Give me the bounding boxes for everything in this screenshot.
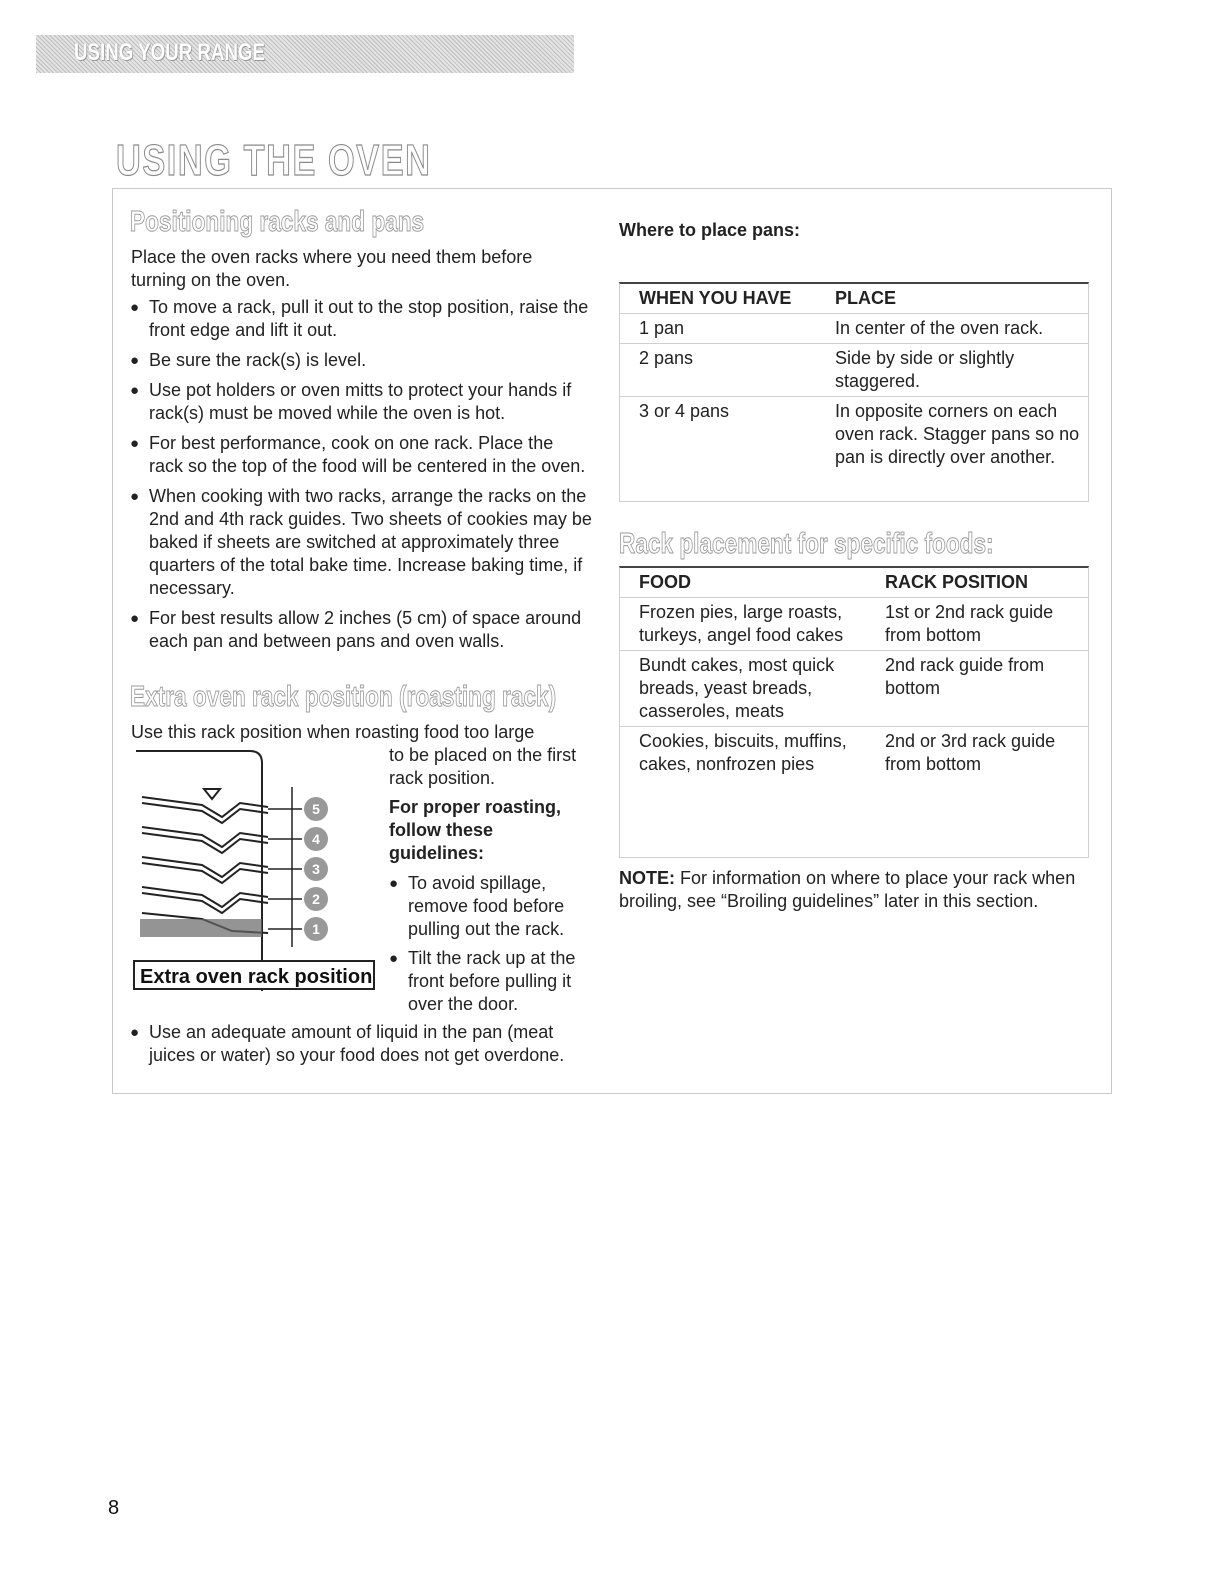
rack-number: 2 bbox=[312, 891, 320, 907]
extra-rack-intro: Use this rack position when roasting food too large bbox=[131, 722, 535, 742]
table-cell: 3 or 4 pans bbox=[639, 401, 730, 421]
rack-number-badges bbox=[304, 797, 328, 941]
table-cell: Bundt cakes, most quick breads, yeast breads, casseroles, meats bbox=[639, 655, 835, 721]
column-header: WHEN YOU HAVE bbox=[639, 288, 792, 308]
column-header: FOOD bbox=[639, 572, 691, 592]
list-item: ● To avoid spillage, remove food before pulling out the rack. bbox=[389, 872, 594, 941]
broiling-note bbox=[619, 867, 1089, 913]
table-cell: 2nd or 3rd rack guide from bottom bbox=[885, 731, 1056, 774]
list-item: ● Use pot holders or oven mitts to protect your hands if rack(s) must be moved while the oven is hot. bbox=[130, 379, 592, 425]
table-row bbox=[619, 651, 1089, 727]
table-cell: Cookies, biscuits, muffins, cakes, nonfrozen pies bbox=[639, 731, 847, 774]
table-cell: 2nd rack guide from bottom bbox=[885, 655, 1045, 698]
table-row bbox=[619, 397, 1089, 473]
pans-label: Where to place pans: bbox=[619, 220, 801, 240]
note-label: NOTE: bbox=[619, 868, 675, 888]
rack-number: 1 bbox=[312, 921, 320, 937]
list-item: ● For best results allow 2 inches (5 cm) of space around each pan and between pans and oven walls. bbox=[130, 607, 592, 653]
rack-number: 5 bbox=[312, 801, 320, 817]
extra-rack-heading: Extra oven rack position (roasting rack) bbox=[130, 681, 557, 713]
list-item: ● For best performance, cook on one rack. Place the rack so the top of the food will be centered in the oven. bbox=[130, 432, 592, 478]
rack-number: 3 bbox=[312, 861, 320, 877]
list-item: ● Tilt the rack up at the front before pulling it over the door. bbox=[389, 947, 594, 1016]
section-banner bbox=[36, 35, 574, 73]
list-item: ● Be sure the rack(s) is level. bbox=[130, 349, 592, 372]
extra-rack-intro-cont: to be placed on the first rack position. bbox=[389, 745, 577, 788]
note-text: For information on where to place your rack when broiling, see “Broiling guidelines” later in this section. bbox=[619, 868, 1076, 911]
list-item: ● Use an adequate amount of liquid in the pan (meat juices or water) so your food does not get overdone. bbox=[130, 1021, 600, 1067]
guidelines-title: For proper roasting, follow these guidelines: bbox=[389, 797, 562, 863]
rack-position-figure bbox=[132, 747, 378, 991]
table-cell: 1st or 2nd rack guide from bottom bbox=[885, 602, 1054, 645]
page-title: USING THE OVEN bbox=[116, 136, 432, 185]
table-cell: In opposite corners on each oven rack. Stagger pans so no pan is directly over another. bbox=[835, 401, 1080, 467]
table-cell: Side by side or slightly staggered. bbox=[835, 348, 1015, 391]
foods-table bbox=[619, 567, 1089, 779]
section-title: USING YOUR RANGE bbox=[74, 39, 266, 66]
positioning-heading: Positioning racks and pans bbox=[130, 206, 425, 238]
roasting-note-list bbox=[130, 1021, 600, 1067]
vent-icon bbox=[204, 789, 220, 799]
table-row bbox=[619, 314, 1089, 344]
column-header: PLACE bbox=[835, 288, 897, 308]
positioning-intro: Place the oven racks where you need them before turning on the oven. bbox=[131, 247, 533, 290]
guidelines-list bbox=[389, 872, 594, 1016]
table-cell: Frozen pies, large roasts, turkeys, angel food cakes bbox=[639, 602, 844, 645]
pans-table bbox=[619, 283, 1089, 472]
list-item: ● To move a rack, pull it out to the stop position, raise the front edge and lift it out. bbox=[130, 296, 592, 342]
foods-heading: Rack placement for specific foods: bbox=[619, 528, 994, 560]
rack-number: 4 bbox=[312, 831, 320, 847]
positioning-bullets bbox=[130, 296, 592, 660]
table-cell: 1 pan bbox=[639, 318, 685, 338]
table-row bbox=[619, 344, 1089, 397]
column-header: RACK POSITION bbox=[885, 572, 1029, 592]
table-cell: In center of the oven rack. bbox=[835, 318, 1044, 338]
table-row bbox=[619, 727, 1089, 780]
figure-caption: Extra oven rack position bbox=[140, 966, 373, 988]
table-cell: 2 pans bbox=[639, 348, 694, 368]
page-number: 8 bbox=[108, 1497, 120, 1519]
table-row bbox=[619, 598, 1089, 651]
list-item: ● When cooking with two racks, arrange the racks on the 2nd and 4th rack guides. Two sheets of cookies may be baked if sheets are switched at approximately three quarters of the total bake time. Increase baking time, if necessary. bbox=[130, 485, 592, 600]
oven-rack-diagram bbox=[132, 747, 378, 991]
